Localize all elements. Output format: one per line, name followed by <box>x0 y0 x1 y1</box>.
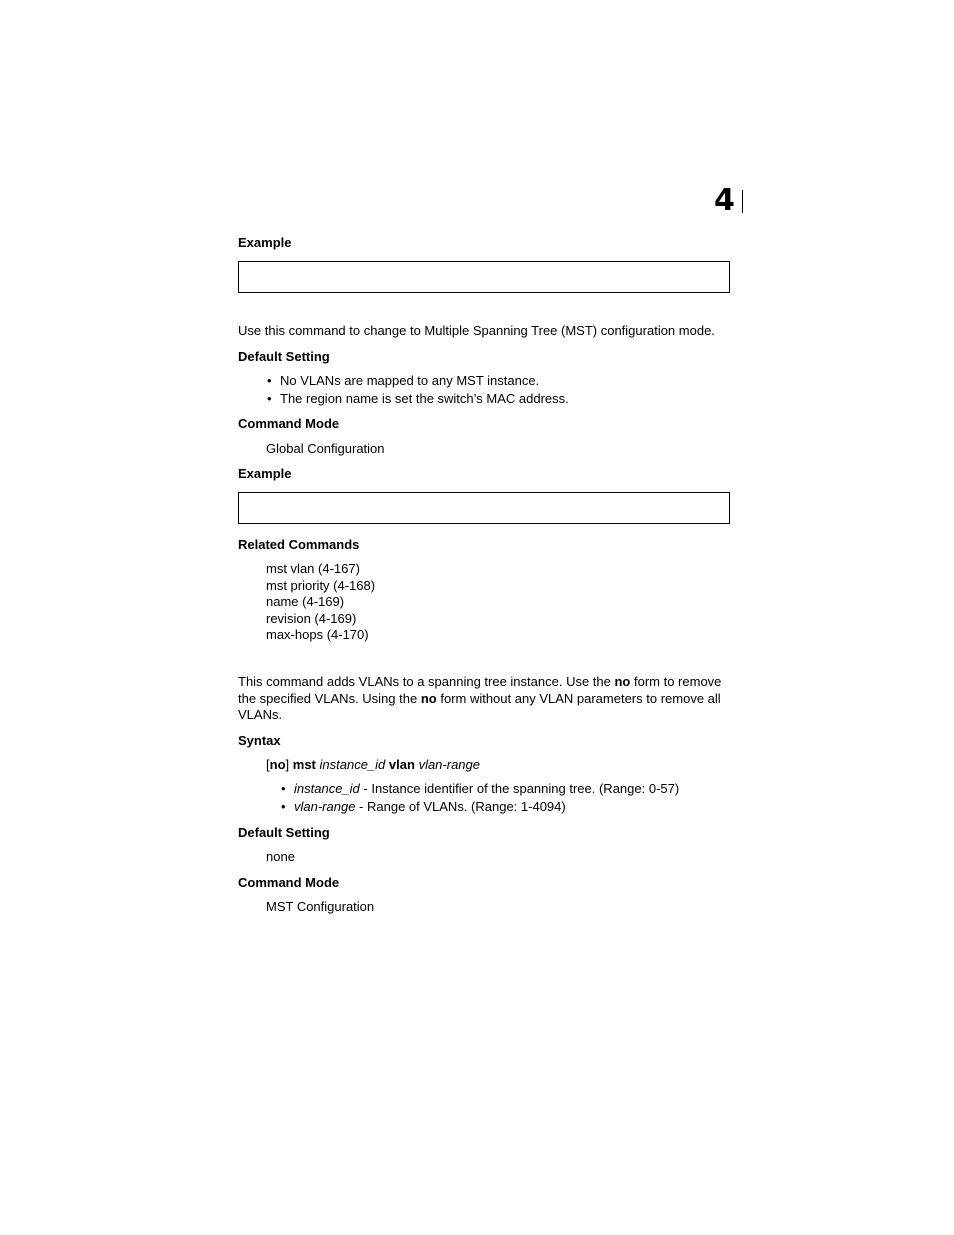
example-heading-1: Example <box>238 235 292 250</box>
related-command-link[interactable]: revision (4-169) <box>266 611 357 626</box>
default-item: The region name is set the switch’s MAC address. <box>280 391 569 406</box>
command-mode-heading-2: Command Mode <box>238 875 340 890</box>
mst-vlan-description <box>238 674 730 724</box>
bullet-marker: • <box>267 373 272 388</box>
param-item <box>294 781 679 797</box>
param-name: instance_id <box>294 781 360 796</box>
param-name: vlan-range <box>294 799 356 814</box>
default-setting-value: none <box>266 849 295 864</box>
syntax-keyword-vlan: vlan <box>388 757 415 772</box>
related-commands-heading: Related Commands <box>238 537 360 552</box>
param-desc: - Instance identifier of the spanning tree. (Range: 0-57) <box>359 781 680 796</box>
param-item <box>294 799 566 815</box>
keyword-no: no <box>420 690 437 706</box>
syntax-bracket-close: ] <box>285 757 290 772</box>
keyword-no: no <box>614 674 631 689</box>
command-mode-value-1: Global Configuration <box>266 441 385 456</box>
bullet-marker: • <box>267 391 272 406</box>
default-setting-heading-1: Default Setting <box>238 349 330 364</box>
syntax-line <box>266 757 480 773</box>
related-command-link[interactable]: mst vlan (4-167) <box>266 561 360 576</box>
desc-text: form without any VLAN parameters to remove all VLANs. <box>238 690 721 722</box>
default-item: No VLANs are mapped to any MST instance. <box>280 373 540 388</box>
example-heading-2: Example <box>238 466 292 481</box>
syntax-param-vlan-range: vlan-range <box>418 757 480 772</box>
syntax-heading: Syntax <box>238 733 281 748</box>
bullet-marker: • <box>281 799 286 814</box>
example-code-box-1 <box>238 261 730 293</box>
chapter-number: 4 <box>714 183 735 218</box>
desc-text: This command adds VLANs to a spanning tree instance. Use the <box>238 674 615 689</box>
syntax-param-instance-id: instance_id <box>319 757 386 772</box>
syntax-keyword-no: no <box>269 757 286 772</box>
example-code-box-2 <box>238 492 730 524</box>
bullet-marker: • <box>281 781 286 796</box>
syntax-bracket-open: [ <box>266 757 270 772</box>
chapter-marker-bar <box>742 190 743 213</box>
related-command-link[interactable]: name (4-169) <box>266 594 345 609</box>
command-mode-value-2: MST Configuration <box>266 899 375 914</box>
default-setting-heading-2: Default Setting <box>238 825 330 840</box>
related-command-link[interactable]: max-hops (4-170) <box>266 627 369 642</box>
desc-text: form to remove the specified VLANs. Using the <box>238 674 722 706</box>
mst-config-description: Use this command to change to Multiple Spanning Tree (MST) configuration mode. <box>238 323 715 338</box>
related-command-link[interactable]: mst priority (4-168) <box>266 578 376 593</box>
syntax-keyword-mst: mst <box>292 757 316 772</box>
param-desc: - Range of VLANs. (Range: 1-4094) <box>355 799 566 814</box>
command-mode-heading-1: Command Mode <box>238 416 340 431</box>
